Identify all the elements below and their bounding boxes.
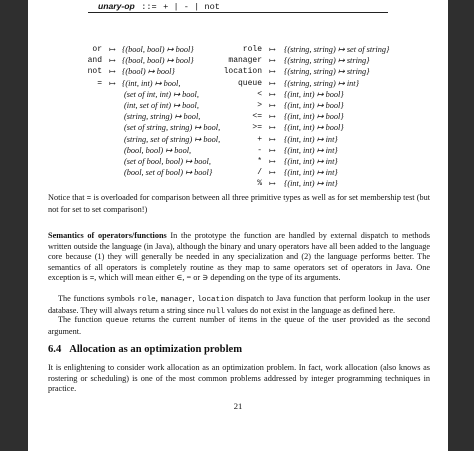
operator-symbol: manager (228, 56, 262, 66)
type-row (28, 111, 448, 122)
operator-symbol: location (223, 67, 262, 77)
operator-symbol: + (257, 134, 262, 144)
type-row (28, 178, 448, 189)
type-signature: {(int, int) ↦ int} (284, 157, 338, 166)
type-signature: (bool, bool) ↦ bool, (124, 145, 192, 155)
maps-to-arrow: ↦ (269, 134, 276, 144)
type-signature: {(bool, bool) ↦ bool} (122, 45, 194, 54)
queue-text-b: returns the current number of items in the queue of the user provided as the second argument. (48, 315, 430, 336)
type-row (28, 167, 448, 178)
code-null: null (206, 307, 225, 316)
semantics-text-b: , which will mean either ∈, = or ∋ depending on the type of its arguments. (94, 273, 341, 283)
functions-text-c: values do not exist in the language as defined here. (224, 305, 396, 315)
type-row (28, 145, 448, 156)
semantics-text-a: In the prototype the function are handled by external dispatch to methods written outside the language (in Java), although the binary and unary operators have all been added to the language core because (1) they will generally be needed in any specialization and (2) the language performs better. The semantics of all operators is completely routine as they map to same operators set of operators in Java. One exception is (48, 231, 430, 283)
operator-symbol: % (257, 179, 262, 189)
section-number: 6.4 (48, 344, 62, 355)
type-row (28, 44, 448, 55)
type-row (28, 89, 448, 100)
type-row (28, 122, 448, 133)
grammar-rule (98, 1, 220, 12)
operator-symbol: queue (237, 78, 262, 88)
operator-symbol: < (257, 89, 262, 99)
maps-to-arrow: ↦ (269, 112, 276, 122)
type-signature: {(string, string) ↦ string} (284, 67, 370, 77)
maps-to-arrow: ↦ (269, 168, 276, 178)
type-signature: (string, set of string) ↦ bool, (124, 134, 221, 144)
type-row (28, 100, 448, 111)
code-queue: queue (105, 317, 129, 325)
maps-to-arrow: ↦ (269, 123, 276, 133)
type-signature: (int, set of int) ↦ bool, (124, 101, 199, 110)
functions-text-a: The functions symbols (58, 294, 138, 303)
type-signature: {(bool) ↦ bool} (122, 67, 175, 77)
operator-symbol: >= (252, 123, 262, 133)
allocation-paragraph: It is enlightening to consider work allocation as an optimization problem. In fact, work allocation (also knows as rostering or scheduling) is one of the most common problems addressed by integer programming techniques in practice. (48, 363, 430, 394)
operator-symbol: not (87, 67, 102, 77)
operator-symbol: or (92, 45, 102, 54)
type-signature: (set of int, int) ↦ bool, (124, 89, 199, 99)
type-signature: {(int, int) ↦ int} (284, 179, 338, 189)
code-role: role (137, 296, 156, 304)
type-row (28, 156, 448, 167)
type-signature: {(int, int) ↦ bool} (284, 89, 344, 99)
type-row (28, 134, 448, 145)
maps-to-arrow: ↦ (269, 56, 276, 66)
maps-to-arrow: ↦ (109, 56, 116, 66)
operator-symbol: and (87, 56, 102, 66)
maps-to-arrow: ↦ (109, 67, 116, 77)
maps-to-arrow: ↦ (269, 89, 276, 99)
type-row (28, 78, 448, 89)
maps-to-arrow: ↦ (269, 179, 276, 189)
code-manager: manager (160, 296, 193, 304)
maps-to-arrow: ↦ (109, 78, 116, 88)
operator-symbol: = (97, 78, 102, 88)
type-signature: {(string, string) ↦ string} (284, 56, 370, 66)
maps-to-arrow: ↦ (269, 157, 276, 166)
notice-code: = (86, 195, 92, 203)
operator-symbol: - (257, 145, 262, 155)
operator-symbol: / (257, 168, 262, 178)
operator-symbol: * (257, 157, 262, 166)
notice-text-b: is overloaded for comparison between all three primitive types as well as for set membership test (but not for set to set comparison!) (48, 193, 430, 214)
operator-symbol: > (257, 101, 262, 110)
type-signature: {(int, int) ↦ bool} (284, 101, 344, 110)
type-signature: {(int, int) ↦ int} (284, 134, 338, 144)
notice-paragraph (48, 193, 430, 215)
maps-to-arrow: ↦ (269, 78, 276, 88)
maps-to-arrow: ↦ (269, 145, 276, 155)
type-signature: {(int, int) ↦ int} (284, 168, 338, 178)
maps-to-arrow: ↦ (269, 45, 276, 54)
semantics-paragraph (48, 231, 430, 285)
functions-text-b: dispatch to Java function that perform lookup in the user database. They will always return a string since (48, 294, 431, 315)
semantics-title: Semantics of operators/functions (48, 231, 167, 240)
code-location: location (197, 296, 234, 304)
semantics-code-eq: = (89, 275, 95, 284)
operator-symbol: role (242, 45, 262, 54)
grammar-defines: ::= (141, 2, 157, 12)
functions-sep-1: , (155, 294, 161, 303)
maps-to-arrow: ↦ (269, 67, 276, 77)
functions-sep-2: , (192, 294, 198, 303)
operator-symbol: <= (252, 112, 262, 122)
section-heading (48, 344, 242, 355)
type-signature: (bool, set of bool) ↦ bool} (124, 168, 213, 178)
rule-divider (88, 12, 388, 13)
maps-to-arrow: ↦ (109, 45, 116, 54)
type-signature: {(string, string) ↦ set of string} (284, 45, 390, 54)
queue-paragraph (48, 315, 430, 337)
maps-to-arrow: ↦ (269, 101, 276, 110)
type-signature: {(int, int) ↦ bool} (284, 112, 344, 122)
type-signature: {(int, int) ↦ int} (284, 145, 338, 155)
queue-text-a: The function (58, 315, 106, 324)
type-signature: {(string, string) ↦ int} (284, 78, 359, 88)
functions-paragraph (48, 294, 430, 317)
type-signature: (string, string) ↦ bool, (124, 112, 201, 122)
page-number: 21 (233, 401, 243, 411)
type-signature: (set of bool, bool) ↦ bool, (124, 157, 211, 166)
grammar-production: + | - | not (163, 2, 220, 12)
grammar-nonterminal: unary-op (98, 1, 135, 11)
type-signature: {(int, int) ↦ bool} (284, 123, 344, 133)
type-row (28, 55, 448, 66)
type-row (28, 66, 448, 77)
type-signature: {(bool, bool) ↦ bool} (122, 56, 194, 66)
type-signature: (set of string, string) ↦ bool, (124, 123, 221, 133)
document-page (28, 0, 448, 451)
type-signature: {(int, int) ↦ bool, (122, 78, 181, 88)
section-title: Allocation as an optimization problem (69, 344, 243, 355)
notice-text-a: Notice that (48, 193, 87, 202)
